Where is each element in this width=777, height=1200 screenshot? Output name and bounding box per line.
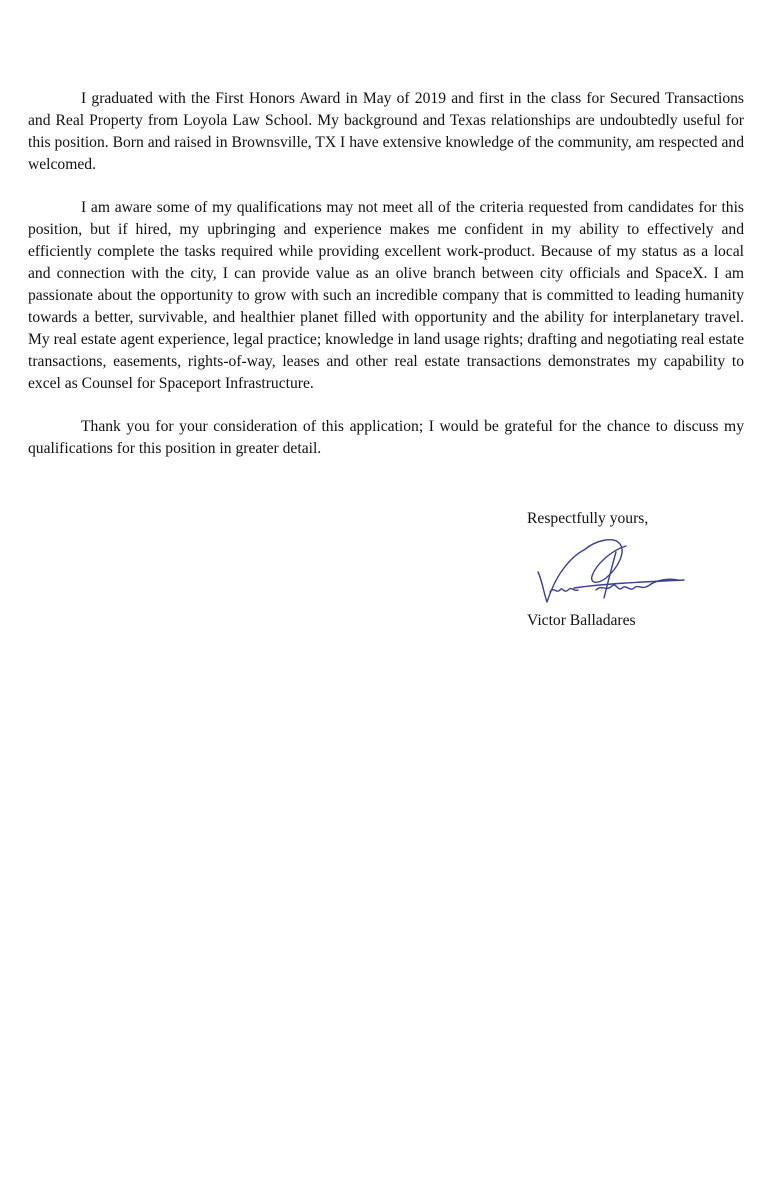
signature-drawing (530, 528, 690, 612)
signature-stroke-script (550, 589, 578, 592)
letter-body (28, 88, 744, 481)
signature-stroke-surname (596, 585, 648, 590)
closing-salutation: Respectfully yours, (527, 510, 649, 527)
signature-strokes (538, 540, 684, 602)
paragraph-experience: I am aware some of my qualifications may not meet all of the criteria requested from candidates for this position, but if hired, my upbringing and experience makes me confident in my ability to effectively and efficiently complete the tasks required while providing excellent work-product. Because of my status as a local and connection with the city, I can provide value as an olive branch between city officials and SpaceX. I am passionate about the opportunity to grow with such an incredible company that is committed to leading humanity towards a better, survivable, and healthier planet filled with opportunity and the ability for interplanetary travel. My real estate agent experience, legal practice; knowledge in land usage rights; drafting and negotiating real estate transactions, easements, rights-of-way, leases and other real estate transactions demonstrates my capability to excel as Counsel for Spaceport Infrastructure. (28, 199, 744, 392)
paragraph-qualifications: I graduated with the First Honors Award in May of 2019 and first in the class for Secured Transactions and Real Property from Loyola Law School. My background and Texas relationships are undoubtedly useful for this position. Born and raised in Brownsville, TX I have extensive knowledge of the community, am respected and welcomed. (28, 90, 744, 173)
signer-name: Victor Balladares (527, 612, 636, 629)
handwritten-signature (530, 528, 690, 612)
signature-stroke-loop (584, 540, 626, 583)
signature-underline (574, 580, 684, 588)
paragraph-thank-you: Thank you for your consideration of this application; I would be grateful for the chance to discuss my qualifications for this position in greater detail. (28, 418, 744, 457)
signature-stroke-b (604, 552, 616, 598)
signature-stroke-v (538, 550, 584, 602)
